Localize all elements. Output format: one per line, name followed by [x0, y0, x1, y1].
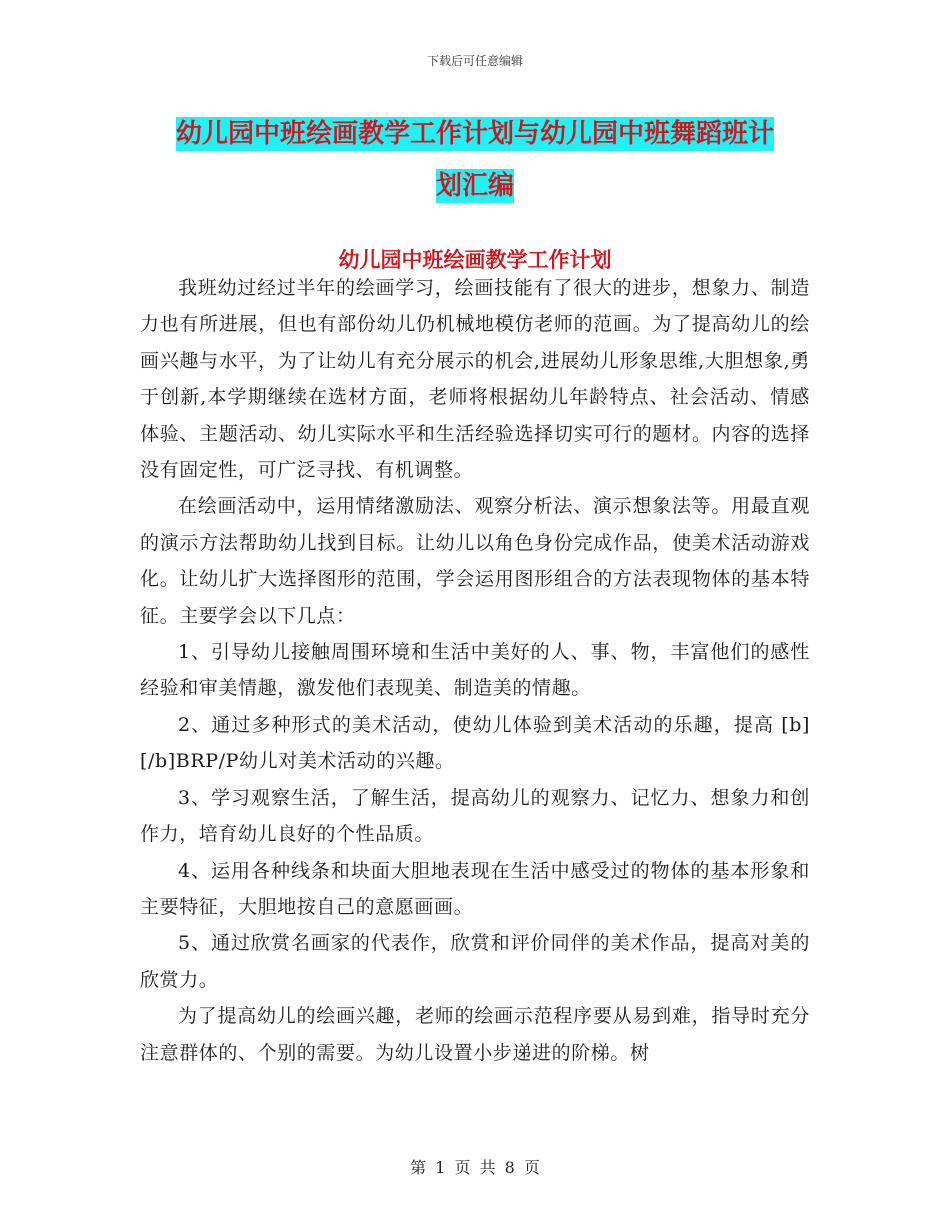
- paragraph-point-1: 1、引导幼儿接触周围环境和生活中美好的人、事、物，丰富他们的感性经验和审美情趣，激发他们表现美、制造美的情趣。: [140, 641, 810, 700]
- document-title-line-2: 划汇编: [435, 171, 514, 201]
- paragraph-point-2: 2、通过多种形式的美术活动，使幼儿体验到美术活动的乐趣，提高 [b][/b]BRP/P幼儿对美术活动的兴趣。: [140, 713, 810, 773]
- paragraph-point-3: 3、学习观察生活，了解生活，提高幼儿的观察力、记忆力、想象力和创作力，培育幼儿良好的个性品质。: [140, 786, 810, 846]
- document-title-line-1: 幼儿园中班绘画教学工作计划与幼儿园中班舞蹈班计: [175, 119, 774, 149]
- paragraph-guidance: 为了提高幼儿的绘画兴趣，老师的绘画示范程序要从易到难，指导时充分注意群体的、个别的需要。为幼儿设置小步递进的阶梯。树: [140, 1005, 810, 1064]
- body-text: [140, 270, 810, 1071]
- document-title: [140, 108, 810, 212]
- paragraph-point-5: 5、通过欣赏名画家的代表作，欣赏和评价同伴的美术作品，提高对美的欣赏力。: [140, 932, 810, 991]
- page-header-note: 下载后可任意编辑: [426, 54, 523, 68]
- page-number: 第 1 页 共 8 页: [410, 1158, 540, 1177]
- section-title: 幼儿园中班绘画教学工作计划: [338, 247, 612, 272]
- paragraph-point-4: 4、运用各种线条和块面大胆地表现在生活中感受过的物体的基本形象和主要特征，大胆地按自己的意愿画画。: [140, 859, 810, 918]
- paragraph-methods: 在绘画活动中，运用情绪激励法、观察分析法、演示想象法等。用最直观的演示方法帮助幼儿找到目标。让幼儿以角色身份完成作品，使美术活动游戏化。让幼儿扩大选择图形的范围，学会运用图形组合的方法表现物体的基本特征。主要学会以下几点：: [140, 495, 810, 627]
- paragraph-intro: 我班幼过经过半年的绘画学习，绘画技能有了很大的进步，想象力、制造力也有所进展，但也有部份幼儿仍机械地模仿老师的范画。为了提高幼儿的绘画兴趣与水平，为了让幼儿有充分展示的机会,进展幼儿形象思维,大胆想象,勇于创新,本学期继续在选材方面，老师将根据幼儿年龄特点、社会活动、情感体验、主题活动、幼儿实际水平和生活经验选择切实可行的题材。内容的选择没有固定性，可广泛寻找、有机调整。: [140, 277, 810, 482]
